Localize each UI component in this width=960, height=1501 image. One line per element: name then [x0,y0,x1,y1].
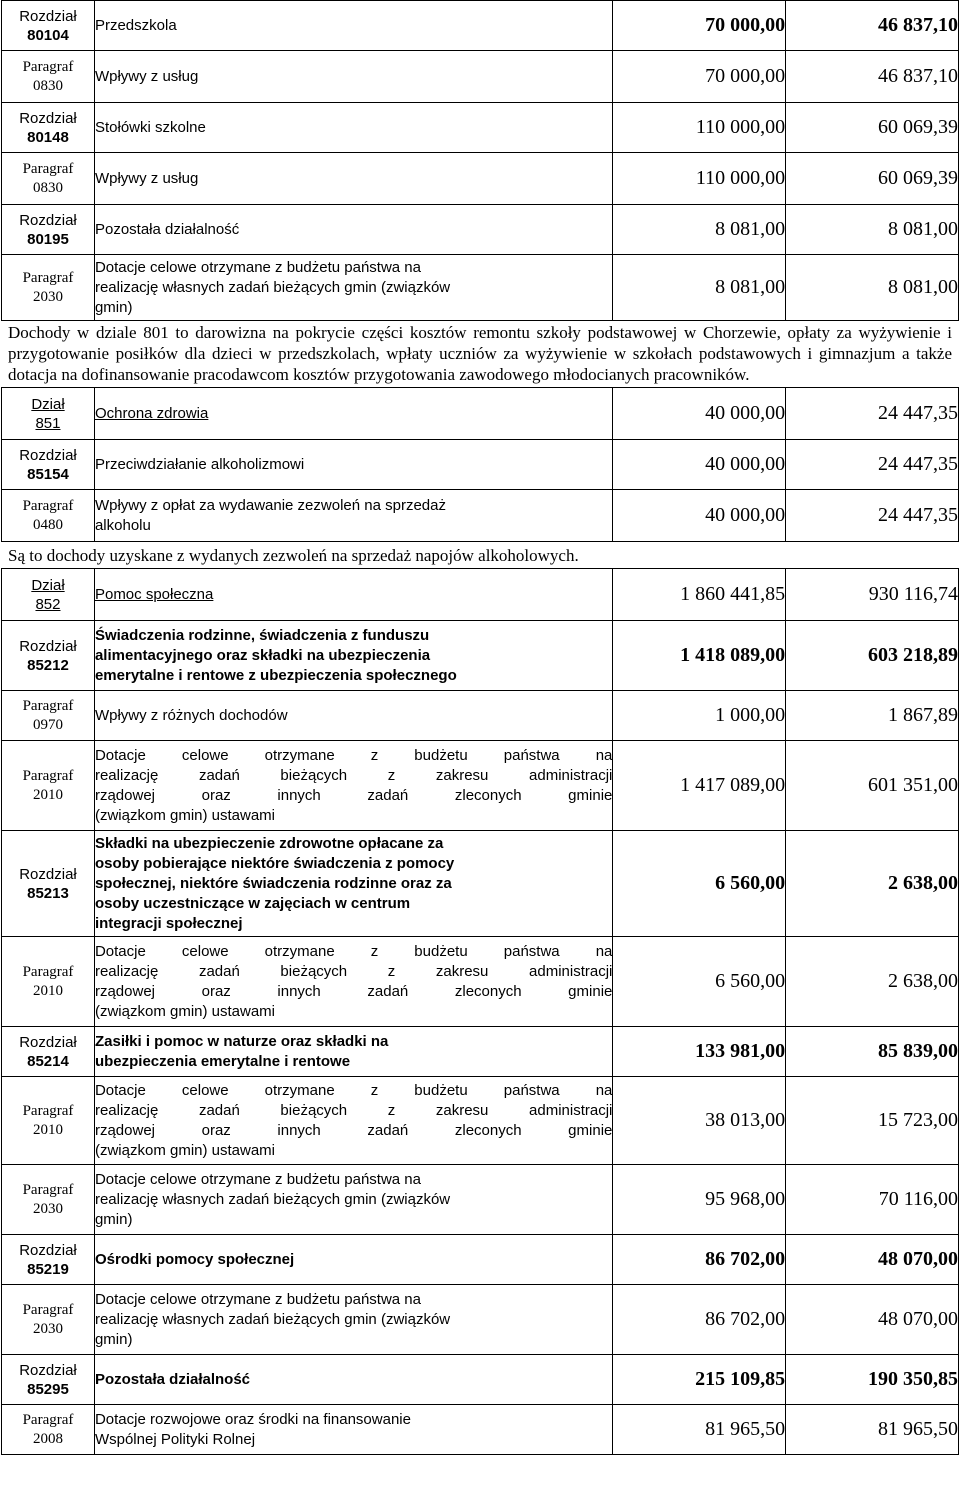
description-line: Dotacje celowe otrzymane z budżetu państwa na [94,746,613,764]
executed-amount-cell [786,255,959,321]
classification-code-cell [2,741,95,831]
planned-amount: 133 981,00 [695,1040,786,1062]
classification-code-cell [2,937,95,1027]
executed-amount-cell [786,741,959,831]
table-row [2,831,959,937]
description-cell [94,1,612,51]
description-line: gmin) [94,1210,133,1228]
planned-amount-cell [613,1235,786,1285]
planned-amount: 215 109,85 [695,1368,786,1390]
description-line: realizację zadań bieżących z zakresu administracji [94,962,613,980]
description-cell [94,741,612,831]
executed-amount-cell [786,1027,959,1077]
code-number: 0830 [32,179,63,196]
planned-amount: 1 000,00 [715,704,786,726]
code-label: Paragraf [22,1181,74,1198]
planned-amount: 40 000,00 [705,504,786,526]
description-line: realizację własnych zadań bieżących gmin (związków [94,1190,451,1208]
executed-amount: 46 837,10 [878,65,958,87]
classification-code-cell [2,103,95,153]
classification-code-cell [2,621,95,691]
code-label: Paragraf [22,1102,74,1119]
code-number: 852 [35,595,61,613]
description-line: realizację zadań bieżących z zakresu administracji [94,766,613,784]
description-line: Dotacje celowe otrzymane z budżetu państwa na [94,1170,421,1188]
planned-amount: 6 560,00 [715,872,786,894]
executed-amount: 190 350,85 [868,1368,958,1390]
planned-amount: 81 965,50 [705,1418,786,1440]
table-row [2,937,959,1027]
planned-amount: 110 000,00 [695,167,786,189]
table-row [2,388,959,440]
executed-amount-cell [786,205,959,255]
executed-amount: 930 116,74 [868,583,958,605]
description-line: Dotacje celowe otrzymane z budżetu państwa na [94,942,613,960]
description-line: Dotacje celowe otrzymane z budżetu państwa na [94,1290,421,1308]
description-line: alkoholu [94,516,151,534]
code-number: 85295 [27,1380,69,1398]
planned-amount: 8 081,00 [715,276,786,298]
code-label: Paragraf [22,497,74,514]
planned-amount: 38 013,00 [705,1109,786,1131]
executed-amount: 601 351,00 [868,774,958,796]
planned-amount-cell [613,255,786,321]
planned-amount-cell [613,1,786,51]
table-row [2,1165,959,1235]
classification-code-cell [2,1355,95,1405]
description-line: Stołówki szkolne [94,118,206,136]
description-line: Przeciwdziałanie alkoholizmowi [94,455,305,473]
executed-amount: 24 447,35 [878,402,958,424]
planned-amount-cell [613,691,786,741]
description-line: (związkom gmin) ustawami [94,806,276,824]
table-row [2,1077,959,1165]
description-cell [94,691,612,741]
table-row [2,1235,959,1285]
description-line: Dotacje celowe otrzymane z budżetu państwa na [94,1081,613,1099]
code-number: 0970 [32,716,63,733]
description-cell [94,205,612,255]
planned-amount: 6 560,00 [715,970,786,992]
description-cell [94,1077,612,1165]
description-line: Zasiłki i pomoc w naturze oraz składki na [94,1032,389,1050]
table-row [2,490,959,542]
planned-amount-cell [613,440,786,490]
code-label: Paragraf [22,1301,74,1318]
executed-amount: 1 867,89 [888,704,958,726]
code-label: Paragraf [22,767,74,784]
code-label: Rozdział [19,1241,77,1259]
table-row [2,51,959,103]
planned-amount-cell [613,741,786,831]
classification-code-cell [2,490,95,542]
executed-amount: 70 116,00 [878,1188,958,1210]
description-cell [94,621,612,691]
code-label: Rozdział [19,109,77,127]
table-row [2,1355,959,1405]
description-cell [94,51,612,103]
description-line: alimentacyjnego oraz składki na ubezpieczenia [94,646,431,664]
description-line: realizację zadań bieżących z zakresu administracji [94,1101,613,1119]
code-number: 2030 [32,1200,63,1217]
code-label: Rozdział [19,1033,77,1051]
table-row [2,741,959,831]
executed-amount-cell [786,1235,959,1285]
description-line: realizację własnych zadań bieżących gmin (związków [94,278,451,296]
executed-amount: 2 638,00 [888,970,958,992]
planned-amount: 40 000,00 [705,402,786,424]
classification-code-cell [2,569,95,621]
executed-amount: 24 447,35 [878,453,958,475]
executed-amount-cell [786,153,959,205]
executed-amount-cell [786,1,959,51]
code-number: 80104 [27,26,69,44]
description-line: Wspólnej Polityki Rolnej [94,1430,256,1448]
classification-code-cell [2,1077,95,1165]
description-cell [94,831,612,937]
description-line: Ochrona zdrowia [94,404,209,422]
code-number: 2030 [32,1320,63,1337]
description-cell [94,1285,612,1355]
classification-code-cell [2,51,95,103]
executed-amount: 8 081,00 [888,218,958,240]
description-line: gmin) [94,298,133,316]
description-line: Pomoc społeczna [94,585,214,603]
planned-amount-cell [613,1405,786,1455]
code-number: 80195 [27,230,69,248]
executed-amount: 603 218,89 [868,644,958,666]
description-line: realizację własnych zadań bieżących gmin (związków [94,1310,451,1328]
description-line: rządowej oraz innych zadań zleconych gminie [94,786,613,804]
planned-amount: 70 000,00 [705,14,786,36]
table-row [2,1285,959,1355]
planned-amount: 8 081,00 [715,218,786,240]
description-line: gmin) [94,1330,133,1348]
planned-amount: 40 000,00 [705,453,786,475]
planned-amount-cell [613,937,786,1027]
executed-amount-cell [786,51,959,103]
description-cell [94,937,612,1027]
code-number: 2030 [32,288,63,305]
planned-amount: 95 968,00 [705,1188,786,1210]
description-line: emerytalne i rentowe z ubezpieczenia społecznego [94,666,457,684]
code-number: 85213 [27,884,69,902]
description-line: Pozostała działalność [94,220,240,238]
executed-amount: 15 723,00 [878,1109,958,1131]
table-row [2,1027,959,1077]
budget-table-dzial-851 [1,387,959,542]
planned-amount-cell [613,831,786,937]
classification-code-cell [2,1235,95,1285]
code-label: Paragraf [22,697,74,714]
executed-amount-cell [786,1165,959,1235]
executed-amount-cell [786,569,959,621]
description-line: rządowej oraz innych zadań zleconych gminie [94,982,613,1000]
executed-amount: 46 837,10 [878,14,958,36]
table-row [2,153,959,205]
description-line: osoby uczestniczące w zajęciach w centrum [94,894,411,912]
planned-amount-cell [613,1027,786,1077]
planned-amount-cell [613,1077,786,1165]
planned-amount-cell [613,621,786,691]
planned-amount-cell [613,51,786,103]
description-cell [94,1405,612,1455]
executed-amount-cell [786,1405,959,1455]
classification-code-cell [2,1285,95,1355]
description-line: Wpływy z usług [94,169,199,187]
code-number: 85154 [27,465,69,483]
note-dzial-851: Są to dochody uzyskane z wydanych zezwoleń na sprzedaż napojów alkoholowych. [8,546,579,565]
description-line: (związkom gmin) ustawami [94,1002,276,1020]
executed-amount: 48 070,00 [878,1248,958,1270]
table-row [2,205,959,255]
executed-amount-cell [786,440,959,490]
code-number: 2010 [32,982,63,999]
description-line: Wpływy z opłat za wydawanie zezwoleń na sprzedaż [94,496,446,514]
classification-code-cell [2,1,95,51]
code-label: Rozdział [19,637,77,655]
executed-amount: 24 447,35 [878,504,958,526]
table-row [2,255,959,321]
code-label: Dział [31,576,65,594]
executed-amount: 60 069,39 [878,167,958,189]
description-line: osoby pobierające niektóre świadczenia z pomocy [94,854,455,872]
code-number: 85212 [27,656,69,674]
planned-amount: 70 000,00 [705,65,786,87]
executed-amount-cell [786,1077,959,1165]
description-line: Wpływy z usług [94,67,199,85]
classification-code-cell [2,205,95,255]
code-number: 2008 [32,1430,63,1447]
planned-amount-cell [613,153,786,205]
description-cell [94,388,612,440]
table-row [2,1405,959,1455]
planned-amount: 1 860 441,85 [680,583,786,605]
code-label: Paragraf [22,1411,74,1428]
code-label: Rozdział [19,7,77,25]
planned-amount-cell [613,1285,786,1355]
code-number: 85219 [27,1260,69,1278]
planned-amount-cell [613,1165,786,1235]
planned-amount-cell [613,103,786,153]
code-label: Dział [31,395,65,413]
description-line: Ośrodki pomocy społecznej [94,1250,295,1268]
description-line: Świadczenia rodzinne, świadczenia z funduszu [94,626,430,644]
note-dzial-801: Dochody w dziale 801 to darowizna na pokrycie części kosztów remontu szkoły podstawowej w Chorzewie, opłaty za wyżywienie i przygotowanie posiłków dla dzieci w przedszkolach, wpłaty uczniów za wyżywienie w szkołach podstawowych i gimnazjum a także dotacja na dofinansowanie pracodawcom kosztów przygotowania zawodowego młodocianych pracowników. [8,323,952,384]
description-cell [94,1027,612,1077]
budget-table-dzial-852 [1,568,959,1455]
code-label: Rozdział [19,865,77,883]
executed-amount-cell [786,937,959,1027]
description-cell [94,440,612,490]
description-cell [94,490,612,542]
table-row [2,691,959,741]
description-line: ubezpieczenia emerytalne i rentowe [94,1052,351,1070]
description-cell [94,153,612,205]
executed-amount: 2 638,00 [888,872,958,894]
code-label: Rozdział [19,211,77,229]
code-label: Paragraf [22,58,74,75]
description-line: integracji społecznej [94,914,243,932]
classification-code-cell [2,255,95,321]
executed-amount: 60 069,39 [878,116,958,138]
description-line: Dotacje celowe otrzymane z budżetu państwa na [94,258,421,276]
executed-amount-cell [786,621,959,691]
planned-amount-cell [613,569,786,621]
description-cell [94,103,612,153]
planned-amount-cell [613,205,786,255]
executed-amount-cell [786,490,959,542]
table-row [2,440,959,490]
classification-code-cell [2,440,95,490]
description-cell [94,569,612,621]
table-row [2,103,959,153]
classification-code-cell [2,1405,95,1455]
executed-amount: 85 839,00 [878,1040,958,1062]
code-number: 0830 [32,77,63,94]
code-number: 2010 [32,786,63,803]
planned-amount: 1 418 089,00 [680,644,786,666]
table-row [2,569,959,621]
executed-amount: 48 070,00 [878,1308,958,1330]
code-number: 851 [35,414,61,432]
planned-amount-cell [613,1355,786,1405]
classification-code-cell [2,691,95,741]
code-label: Paragraf [22,269,74,286]
code-number: 80148 [27,128,69,146]
description-line: (związkom gmin) ustawami [94,1141,276,1159]
planned-amount: 1 417 089,00 [680,774,786,796]
executed-amount-cell [786,691,959,741]
description-line: społecznej, niektóre świadczenia rodzinne oraz za [94,874,452,892]
description-cell [94,1165,612,1235]
description-line: rządowej oraz innych zadań zleconych gminie [94,1121,613,1139]
code-label: Paragraf [22,963,74,980]
code-number: 2010 [32,1121,63,1138]
budget-table-dzial-801 [1,0,959,321]
code-label: Rozdział [19,1361,77,1379]
classification-code-cell [2,388,95,440]
description-line: Dotacje rozwojowe oraz środki na finansowanie [94,1410,411,1428]
executed-amount-cell [786,103,959,153]
classification-code-cell [2,1165,95,1235]
description-cell [94,1235,612,1285]
executed-amount-cell [786,1355,959,1405]
classification-code-cell [2,831,95,937]
planned-amount-cell [613,388,786,440]
description-cell [94,1355,612,1405]
table-row [2,621,959,691]
executed-amount-cell [786,1285,959,1355]
description-line: Składki na ubezpieczenie zdrowotne opłacane za [94,834,444,852]
planned-amount: 86 702,00 [705,1248,786,1270]
planned-amount-cell [613,490,786,542]
table-row [2,1,959,51]
description-line: Pozostała działalność [94,1370,251,1388]
classification-code-cell [2,153,95,205]
executed-amount: 81 965,50 [878,1418,958,1440]
description-line: Przedszkola [94,16,177,34]
code-number: 0480 [32,516,63,533]
planned-amount: 110 000,00 [695,116,786,138]
executed-amount-cell [786,388,959,440]
planned-amount: 86 702,00 [705,1308,786,1330]
classification-code-cell [2,1027,95,1077]
code-label: Rozdział [19,446,77,464]
description-line: Wpływy z różnych dochodów [94,706,288,724]
code-number: 85214 [27,1052,69,1070]
code-label: Paragraf [22,160,74,177]
executed-amount-cell [786,831,959,937]
description-cell [94,255,612,321]
executed-amount: 8 081,00 [888,276,958,298]
